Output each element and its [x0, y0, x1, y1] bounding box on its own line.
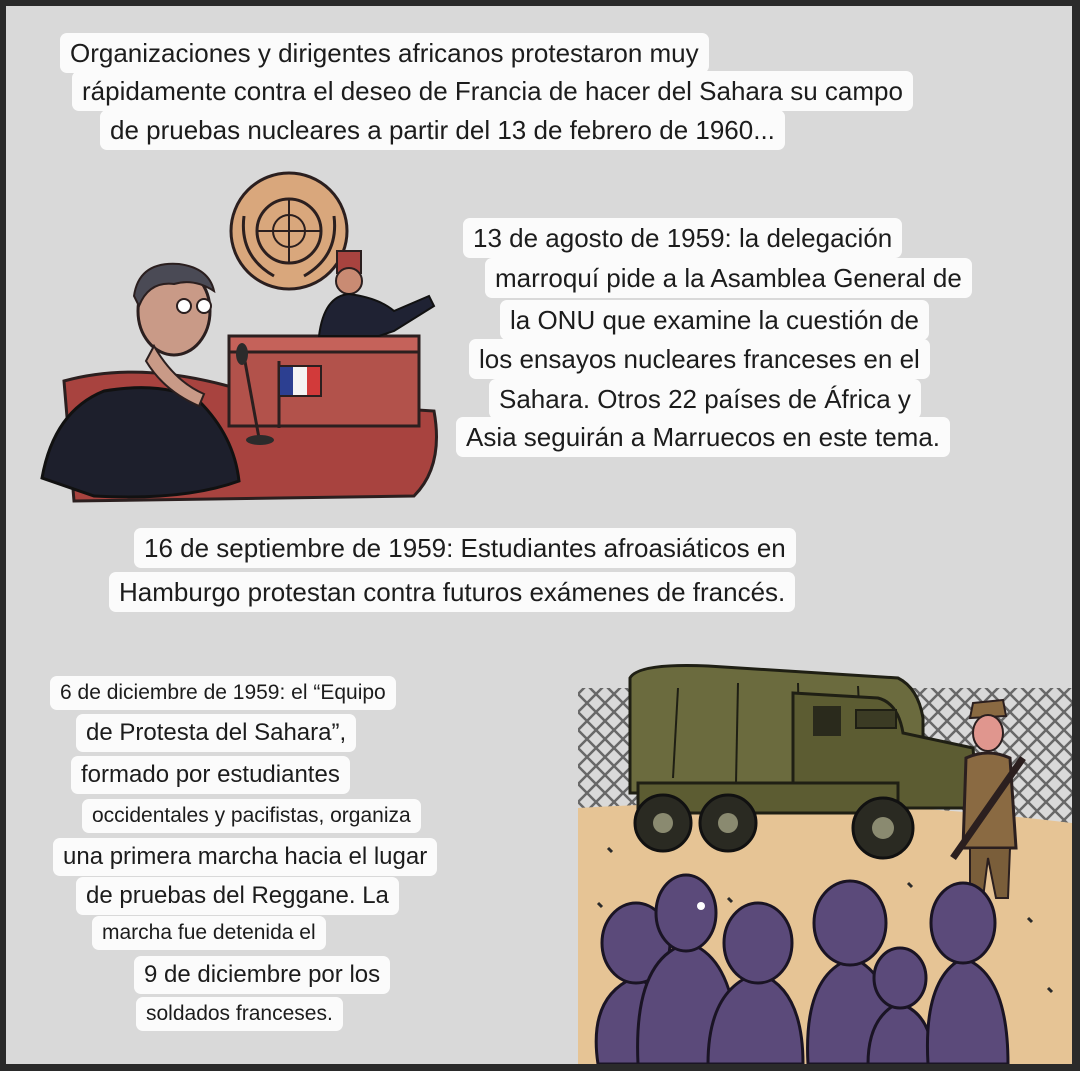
comic-page	[6, 6, 1072, 1064]
onu-caption-line-3: la ONU que examine la cuestión de	[500, 300, 929, 340]
marcha-caption-line-9: soldados franceses.	[136, 997, 343, 1031]
intro-caption-line-1: Organizaciones y dirigentes africanos protestaron muy	[60, 33, 709, 73]
marcha-caption-line-3: formado por estudiantes	[71, 756, 350, 794]
hamburgo-caption-line-1: 16 de septiembre de 1959: Estudiantes afroasiáticos en	[134, 528, 796, 568]
marcha-caption-line-6: de pruebas del Reggane. La	[76, 877, 399, 915]
reggane-march-illustration	[578, 658, 1072, 1064]
un-assembly-illustration	[34, 166, 444, 511]
intro-caption-line-2: rápidamente contra el deseo de Francia de hacer del Sahara su campo	[72, 71, 913, 111]
onu-caption-line-4: los ensayos nucleares franceses en el	[469, 339, 930, 379]
marcha-caption-line-7: marcha fue detenida el	[92, 916, 326, 950]
marcha-caption-line-2: de Protesta del Sahara”,	[76, 714, 356, 752]
marcha-caption-line-8: 9 de diciembre por los	[134, 956, 390, 994]
marcha-caption-line-4: occidentales y pacifistas, organiza	[82, 799, 421, 833]
hamburgo-caption-line-2: Hamburgo protestan contra futuros exámenes de francés.	[109, 572, 795, 612]
un-emblem-icon	[231, 173, 347, 289]
intro-caption-line-3: de pruebas nucleares a partir del 13 de febrero de 1960...	[100, 110, 785, 150]
onu-caption-line-2: marroquí pide a la Asamblea General de	[485, 258, 972, 298]
onu-caption-line-1: 13 de agosto de 1959: la delegación	[463, 218, 902, 258]
marcha-caption-line-5: una primera marcha hacia el lugar	[53, 838, 437, 876]
onu-caption-line-6: Asia seguirán a Marruecos en este tema.	[456, 417, 950, 457]
onu-caption-line-5: Sahara. Otros 22 países de África y	[489, 379, 921, 419]
marcha-caption-line-1: 6 de diciembre de 1959: el “Equipo	[50, 676, 396, 710]
